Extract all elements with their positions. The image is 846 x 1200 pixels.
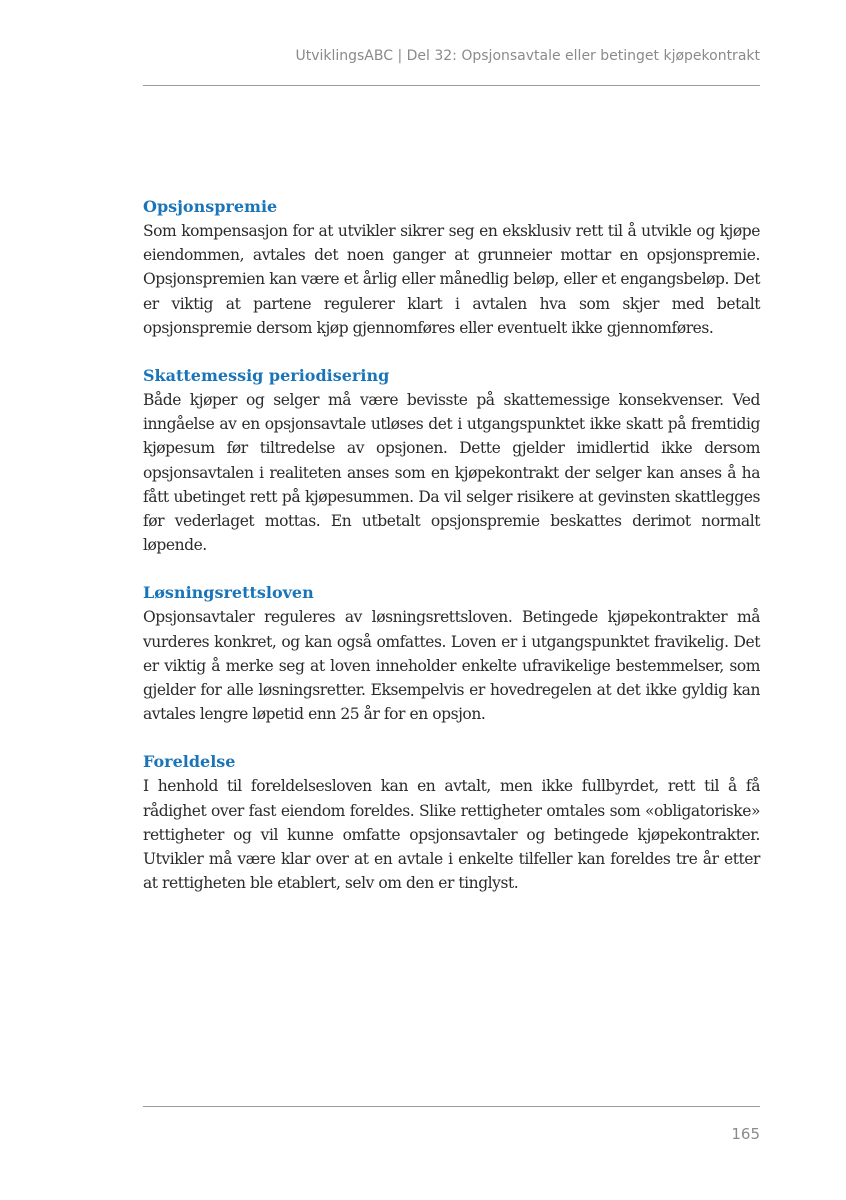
section-opsjonspremie xyxy=(143,195,760,340)
header-rule xyxy=(143,85,760,86)
section-heading: Foreldelse xyxy=(143,752,236,772)
section-foreldelse xyxy=(143,750,760,895)
section-heading: Løsningsrettsloven xyxy=(143,583,314,603)
section-body: Både kjøper og selger må være bevisste på skattemessige konsekvenser. Ved inngåelse av en opsjonsavtale utløses det i utgangspunktet ikke skatt på fremtidig kjøpesum før tiltredelse av opsjonen. Dette gjelder imidlertid ikke dersom opsjonsavtalen i realiteten anses som en kjøpekontrakt der selger kan anses å ha fått ubetinget rett på kjøpesummen. Da vil selger risikere at gevinsten skattlegges før vederlaget mottas. En utbetalt opsjonspremie beskattes derimot normalt løpende. xyxy=(143,391,760,555)
section-body: Opsjonsavtaler reguleres av løsningsrettsloven. Betingede kjøpekontrakter må vurderes konkret, og kan også omfattes. Loven er i utgangspunktet fravikelig. Det er viktig å merke seg at loven inneholder enkelte ufravikelige bestemmelser, som gjelder for alle løsningsretter. Eksempelvis er hovedregelen at det ikke gyldig kan avtales lengre løpetid enn 25 år for en opsjon. xyxy=(143,608,760,724)
page-number: 165 xyxy=(731,1125,760,1143)
running-header: UtviklingsABC | Del 32: Opsjonsavtale eller betinget kjøpekontrakt xyxy=(295,48,760,64)
footer-rule xyxy=(143,1106,760,1107)
page-content xyxy=(143,195,760,919)
section-heading: Opsjonspremie xyxy=(143,197,278,216)
section-skattemessig-periodisering xyxy=(143,364,760,557)
section-heading: Skattemessig periodisering xyxy=(143,366,390,386)
section-losningsrettsloven xyxy=(143,581,760,726)
section-body: Som kompensasjon for at utvikler sikrer seg en eksklusiv rett til å utvikle og kjøpe eiendommen, avtales det noen ganger at grunneier mottar en opsjonspremie. Opsjonspremien kan være et årlig eller månedlig beløp, eller et engangsbeløp. Det er viktig at partene regulerer klart i avtalen hva som skjer med betalt opsjonspremie dersom kjøp gjennomføres eller eventuelt ikke gjennomføres. xyxy=(143,222,760,337)
section-body: I henhold til foreldelsesloven kan en avtalt, men ikke fullbyrdet, rett til å få rådighet over fast eiendom foreldes. Slike rettigheter omtales som «obligatoriske» rettigheter og vil kunne omfatte opsjonsavtaler og betingede kjøpekontrakter. Utvikler må være klar over at en avtale i enkelte tilfeller kan foreldes tre år etter at rettigheten ble etablert, selv om den er tinglyst. xyxy=(143,777,760,893)
